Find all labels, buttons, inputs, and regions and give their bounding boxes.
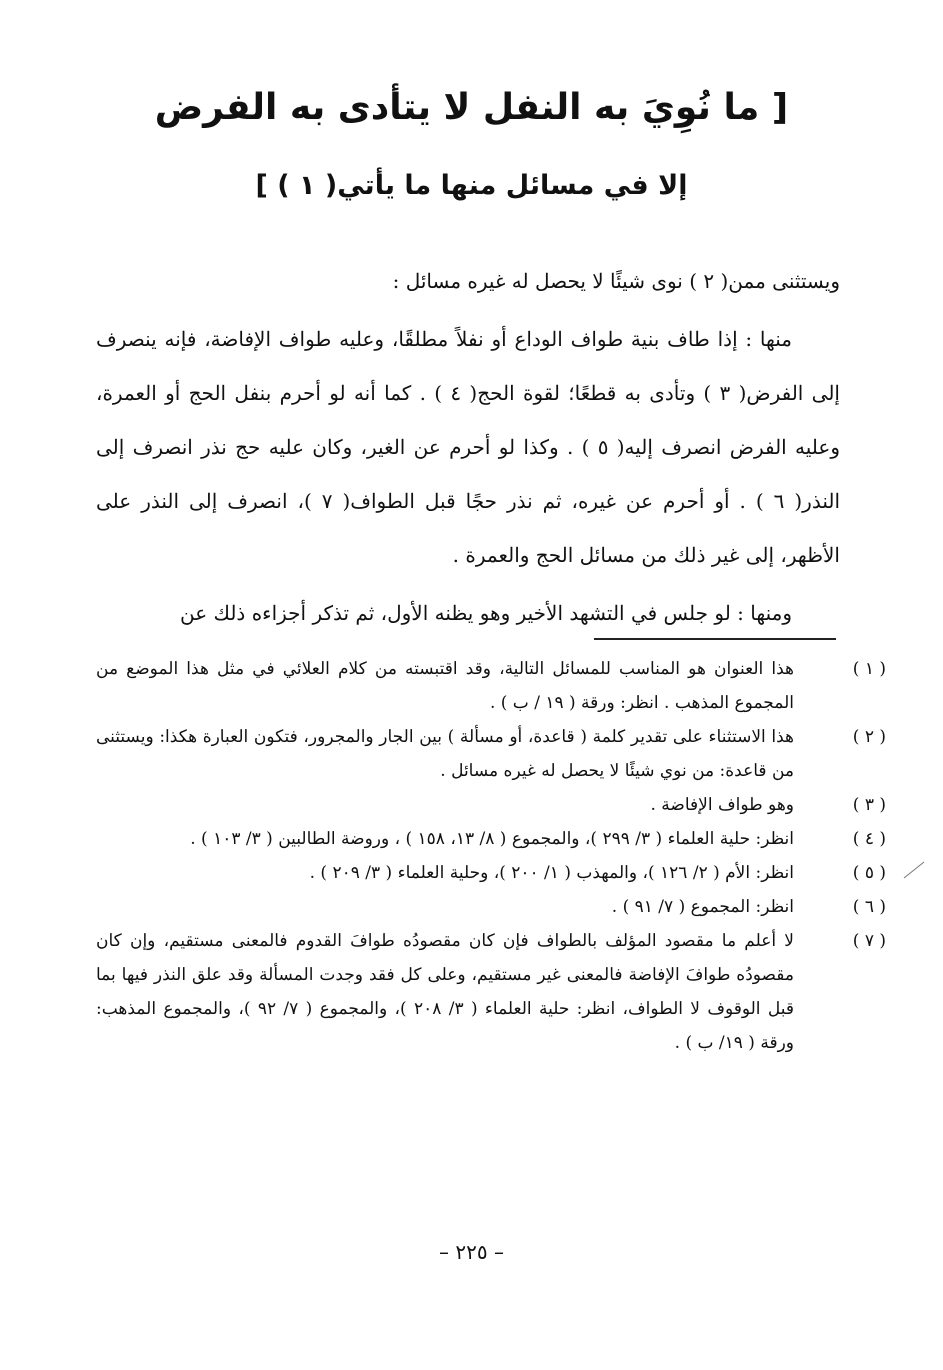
footnote-text: انظر: حلية العلماء ( ٣/ ٢٩٩ )، والمجموع ( ٨/ ١٣، ١٥٨ ) ، وروضة الطالبين ( ٣/ ١٠٣ ) .: [190, 829, 794, 849]
footnote-number: ( ٦ ): [852, 897, 886, 917]
footnote-2: [96, 720, 886, 788]
footnote-text: لا أعلم ما مقصود المؤلف بالطواف فإن كان مقصودُه طوافَ القدوم فالمعنى مستقيم، وإن كان مقصودُه طوافَ الإفاضة فالمعنى غير مستقيم، وعلى كل فقد وجدت المسألة وقد علق النذر فيها بما قبل الوقوف لا الطواف، انظر: حلية العلماء ( ٣/ ٢٠٨ )، والمجموع ( ٧/ ٩٢ )، والمجموع المذهب: ورقة ( ١٩/ ب ) .: [96, 931, 794, 1053]
chapter-subtitle: إلا في مسائل منها ما يأتي( ١ ) ]: [255, 170, 688, 201]
page-number: – ٢٢٥ –: [439, 1240, 504, 1264]
footnote-4: [96, 822, 886, 856]
footnotes: [96, 652, 886, 1060]
paragraph-2: ومنها : لو جلس في التشهد الأخير وهو يظنه الأول، ثم تذكر أجزاءه ذلك عن: [179, 601, 792, 625]
footnote-text: انظر: الأم ( ٢/ ١٢٦ )، والمهذب ( ١/ ٢٠٠ )، وحلية العلماء ( ٣/ ٢٠٩ ) .: [309, 863, 794, 883]
footnote-6: [96, 890, 886, 924]
footnote-number: ( ٢ ): [852, 727, 886, 747]
footnote-5: [96, 856, 886, 890]
footnote-number: ( ٤ ): [852, 829, 886, 849]
footnote-number: ( ١ ): [852, 659, 886, 679]
footnote-text: هذا العنوان هو المناسب للمسائل التالية، وقد اقتبسته من كلام العلائي في مثل هذا الموضع من المجموع المذهب . انظر: ورقة ( ١٩ / ب ) .: [96, 659, 794, 713]
footnote-number: ( ٣ ): [852, 795, 886, 815]
footnote-3: [96, 788, 886, 822]
margin-mark-icon: [902, 860, 926, 880]
footnote-separator: [594, 638, 836, 640]
chapter-title: [ ما نُوِيَ به النفل لا يتأدى به الفرض: [154, 87, 789, 128]
paragraph-1: منها : إذا طاف بنية طواف الوداع أو نفلاً مطلقًا، وعليه طواف الإفاضة، فإنه ينصرف إلى الفرض( ٣ ) وتأدى به قطعًا؛ لقوة الحج( ٤ ) . كما أنه لو أحرم بنفل الحج أو العمرة، وعليه الفرض انصرف إليه( ٥ ) . وكذا لو أحرم عن الغير، وكان عليه حج نذر انصرف إلى النذر( ٦ ) . أو أحرم عن غيره، ثم نذر حجًا قبل الطواف( ٧ )، انصرف إلى النذر على الأظهر، إلى غير ذلك من مسائل الحج والعمرة .: [96, 327, 841, 567]
footnote-7: [96, 924, 886, 1060]
intro-line: ويستثنى ممن( ٢ ) نوى شيئًا لا يحصل له غيره مسائل :: [392, 269, 840, 293]
footnote-text: وهو طواف الإفاضة .: [650, 795, 794, 815]
main-text: [96, 254, 840, 640]
footnote-number: ( ٥ ): [852, 863, 886, 883]
footnote-number: ( ٧ ): [852, 931, 886, 951]
footnote-text: هذا الاستثناء على تقدير كلمة ( قاعدة، أو مسألة ) بين الجار والمجرور، فتكون العبارة هكذا: ويستثنى من قاعدة: من نوي شيئًا لا يحصل له غيره مسائل .: [96, 727, 794, 781]
footnote-1: [96, 652, 886, 720]
footnote-text: انظر: المجموع ( ٧/ ٩١ ) .: [611, 897, 794, 917]
